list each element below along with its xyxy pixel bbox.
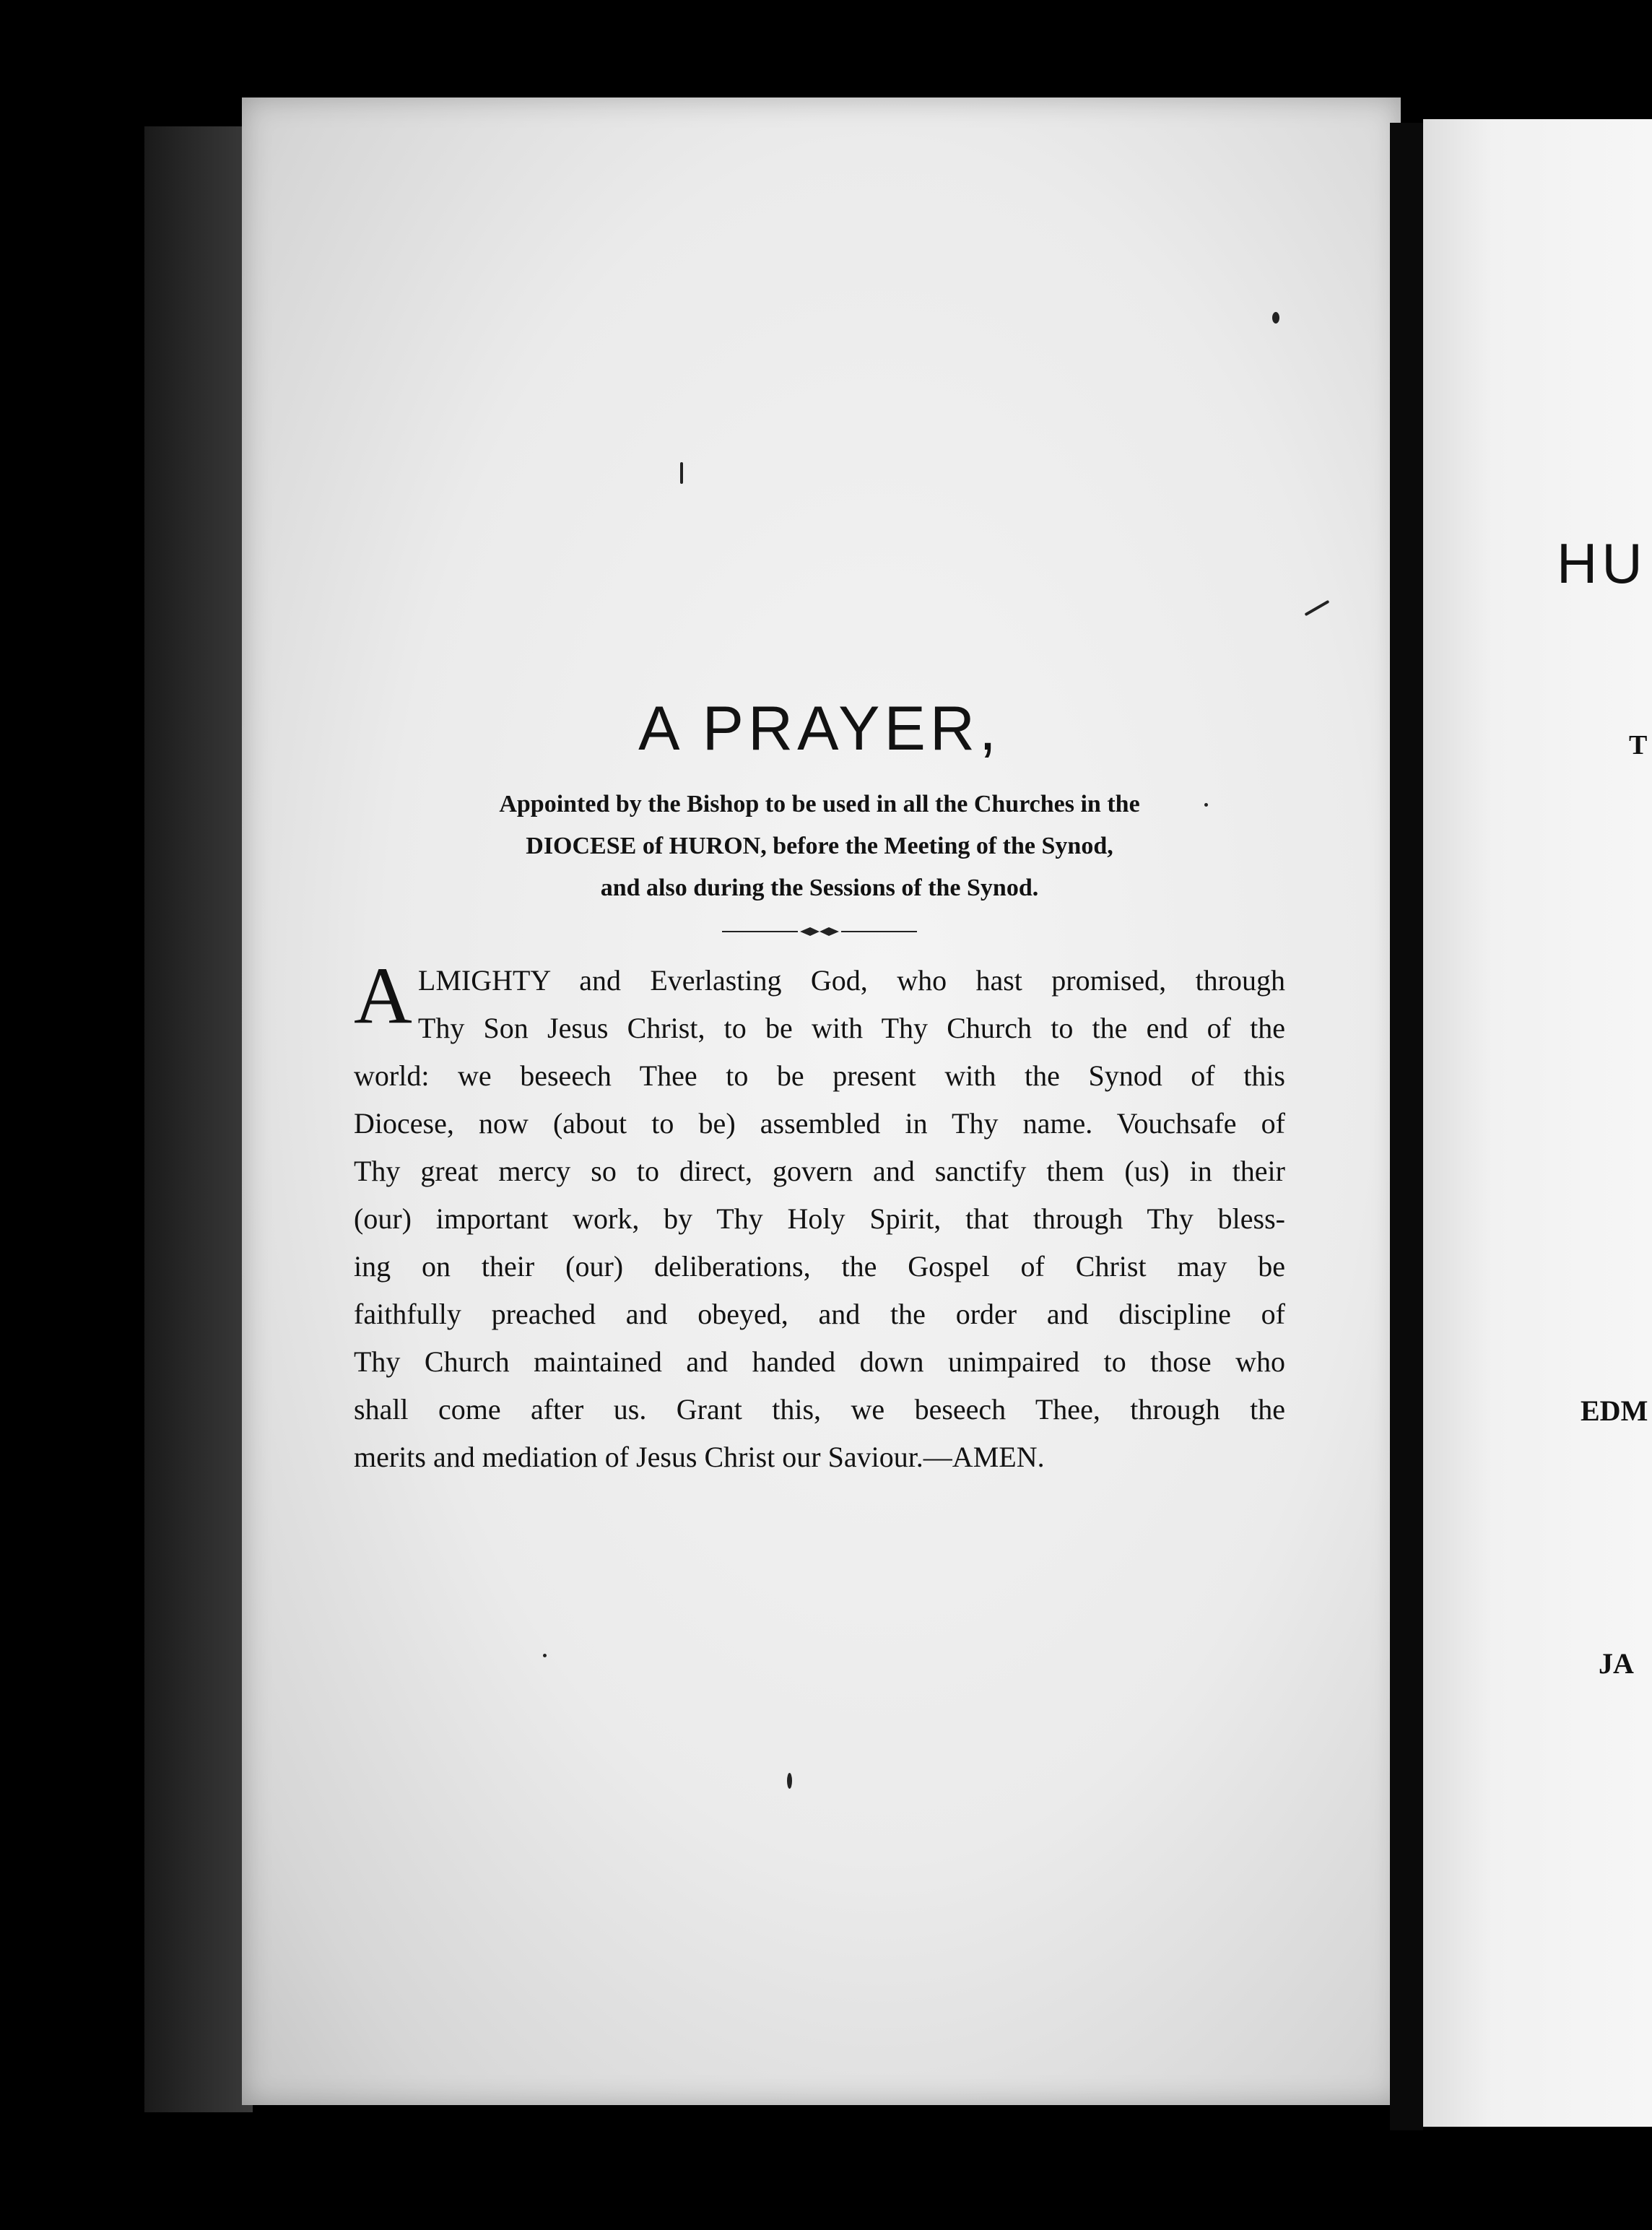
subtitle-line: DIOCESE of HURON, before the Meeting of the Synod, [526,833,1113,859]
prayer-line: LMIGHTY and Everlasting God, who hast promised, through [417,964,1285,997]
prayer-line: shall come after us. Grant this, we beseech Thee, through the [354,1393,1285,1426]
prayer-line: faithfully preached and obeyed, and the order and discipline of [354,1298,1285,1330]
prayer-line: Thy Son Jesus Christ, to be with Thy Church to the end of the [417,1012,1285,1044]
adjacent-page-fragment: EDM [1581,1394,1648,1427]
prayer-line: Thy Church maintained and handed down unimpaired to those who [354,1345,1285,1378]
prayer-text [354,951,1285,1481]
prayer-line: Thy great mercy so to direct, govern and sanctify them (us) in their [354,1155,1285,1187]
prayer-line: ing on their (our) deliberations, the Gospel of Christ may be [354,1250,1285,1283]
prayer-line: (our) important work, by Thy Holy Spirit, that through Thy bless- [354,1202,1285,1235]
scan-left-margin [144,126,253,2112]
page-subtitle [354,784,1285,909]
ornament-divider [722,923,917,940]
adjacent-page-fragment: HU [1557,532,1647,595]
page-title: A PRAYER, [638,694,1001,763]
adjacent-page [1423,119,1652,2127]
page-gutter [1390,123,1423,2130]
drop-cap: A [354,951,412,1041]
adjacent-page-fragment: T [1629,730,1648,760]
prayer-line: merits and mediation of Jesus Christ our Saviour.—AMEN. [354,1441,1045,1473]
adjacent-page-fragment: JA [1599,1647,1634,1680]
prayer-line: Diocese, now (about to be) assembled in Thy name. Vouchsafe of [354,1107,1285,1140]
prayer-line: world: we beseech Thee to be present with the Synod of this [354,1059,1285,1092]
subtitle-line: and also during the Sessions of the Synod. [600,875,1039,901]
subtitle-line: Appointed by the Bishop to be used in all the Churches in the [499,791,1140,817]
